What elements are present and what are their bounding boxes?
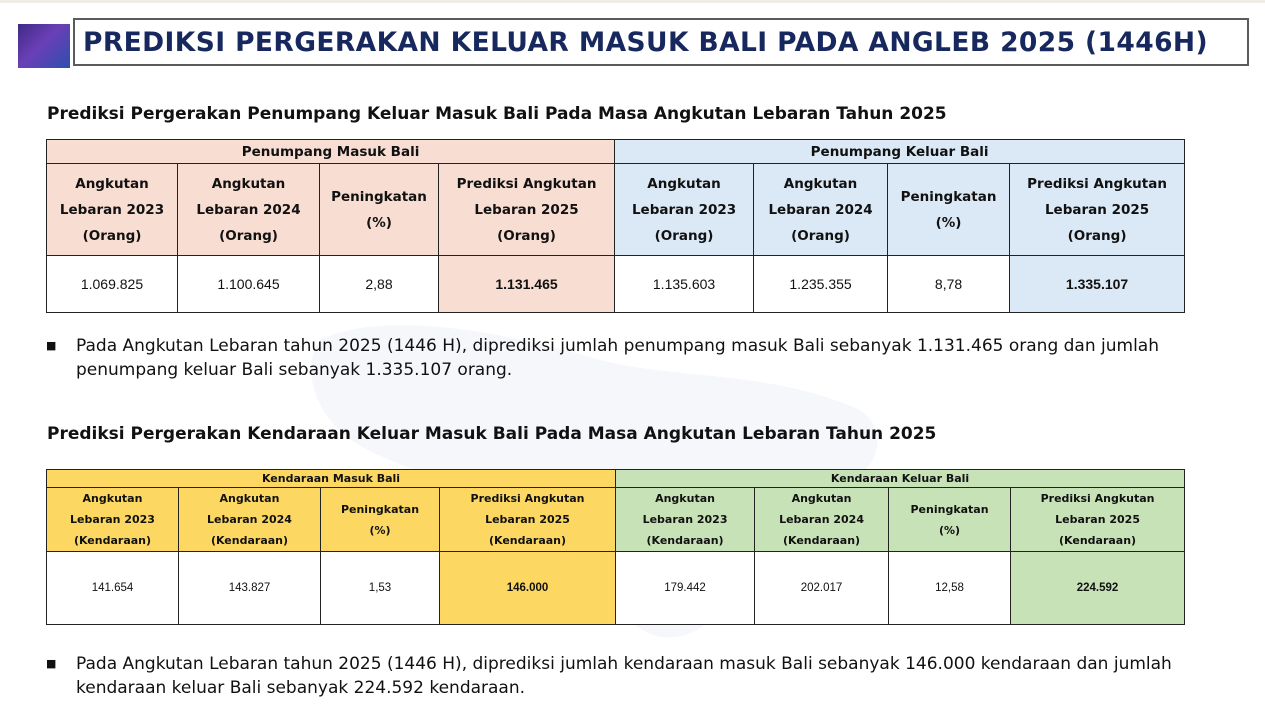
passenger-table (46, 139, 1185, 313)
table-cell: 2,88 (320, 256, 439, 313)
table-cell: 179.442 (616, 552, 755, 625)
passenger-note-text: Pada Angkutan Lebaran tahun 2025 (1446 H), diprediksi jumlah penumpang masuk Bali sebanyak 1.131.465 orang dan jumlah penumpang keluar Bali sebanyak 1.335.107 orang. (76, 336, 1160, 380)
table-cell: 202.017 (755, 552, 889, 625)
column-header: Prediksi Angkutan Lebaran 2025 (Orang) (1010, 164, 1185, 256)
column-header: Prediksi Angkutan Lebaran 2025 (Kendaraan) (1011, 488, 1185, 552)
passenger-section-heading: Prediksi Pergerakan Penumpang Keluar Masuk Bali Pada Masa Angkutan Lebaran Tahun 2025 (47, 104, 947, 124)
table-cell-prediction: 1.335.107 (1010, 256, 1185, 313)
vehicle-note-text: Pada Angkutan Lebaran tahun 2025 (1446 H), diprediksi jumlah kendaraan masuk Bali sebanyak 146.000 kendaraan dan jumlah kendaraan keluar Bali sebanyak 224.592 kendaraan. (76, 654, 1172, 698)
top-divider (0, 0, 1265, 3)
table-cell: 1.100.645 (178, 256, 320, 313)
table-cell: 1.069.825 (47, 256, 178, 313)
bullet-icon: ■ (46, 339, 57, 352)
table-cell: 8,78 (888, 256, 1010, 313)
column-header: Angkutan Lebaran 2024 (Orang) (754, 164, 888, 256)
column-header: Peningkatan (%) (888, 164, 1010, 256)
vehicle-note (46, 652, 1196, 700)
column-header: Peningkatan (%) (321, 488, 440, 552)
bullet-icon: ■ (46, 657, 57, 670)
column-header: Angkutan Lebaran 2024 (Kendaraan) (755, 488, 889, 552)
table-cell: 143.827 (179, 552, 321, 625)
page-title: PREDIKSI PERGERAKAN KELUAR MASUK BALI PADA ANGLEB 2025 (1446H) (83, 26, 1209, 58)
passenger-in-group-header: Penumpang Masuk Bali (47, 140, 615, 164)
table-cell: 1,53 (321, 552, 440, 625)
title-banner (73, 18, 1249, 66)
column-header: Angkutan Lebaran 2023 (Orang) (615, 164, 754, 256)
table-cell: 141.654 (47, 552, 179, 625)
column-header: Angkutan Lebaran 2024 (Orang) (178, 164, 320, 256)
table-cell-prediction: 1.131.465 (439, 256, 615, 313)
column-header: Prediksi Angkutan Lebaran 2025 (Kendaraan) (440, 488, 616, 552)
table-cell-prediction: 224.592 (1011, 552, 1185, 625)
column-header: Prediksi Angkutan Lebaran 2025 (Orang) (439, 164, 615, 256)
column-header: Peningkatan (%) (320, 164, 439, 256)
column-header: Peningkatan (%) (889, 488, 1011, 552)
passenger-out-group-header: Penumpang Keluar Bali (615, 140, 1185, 164)
table-cell: 1.135.603 (615, 256, 754, 313)
vehicle-out-group-header: Kendaraan Keluar Bali (616, 470, 1185, 488)
column-header: Angkutan Lebaran 2023 (Kendaraan) (616, 488, 755, 552)
table-cell-prediction: 146.000 (440, 552, 616, 625)
passenger-note (46, 334, 1196, 382)
vehicle-table (46, 469, 1185, 625)
column-header: Angkutan Lebaran 2023 (Kendaraan) (47, 488, 179, 552)
column-header: Angkutan Lebaran 2024 (Kendaraan) (179, 488, 321, 552)
table-cell: 12,58 (889, 552, 1011, 625)
vehicle-section-heading: Prediksi Pergerakan Kendaraan Keluar Masuk Bali Pada Masa Angkutan Lebaran Tahun 2025 (47, 424, 937, 444)
table-cell: 1.235.355 (754, 256, 888, 313)
column-header: Angkutan Lebaran 2023 (Orang) (47, 164, 178, 256)
title-accent-block (18, 24, 70, 68)
vehicle-in-group-header: Kendaraan Masuk Bali (47, 470, 616, 488)
